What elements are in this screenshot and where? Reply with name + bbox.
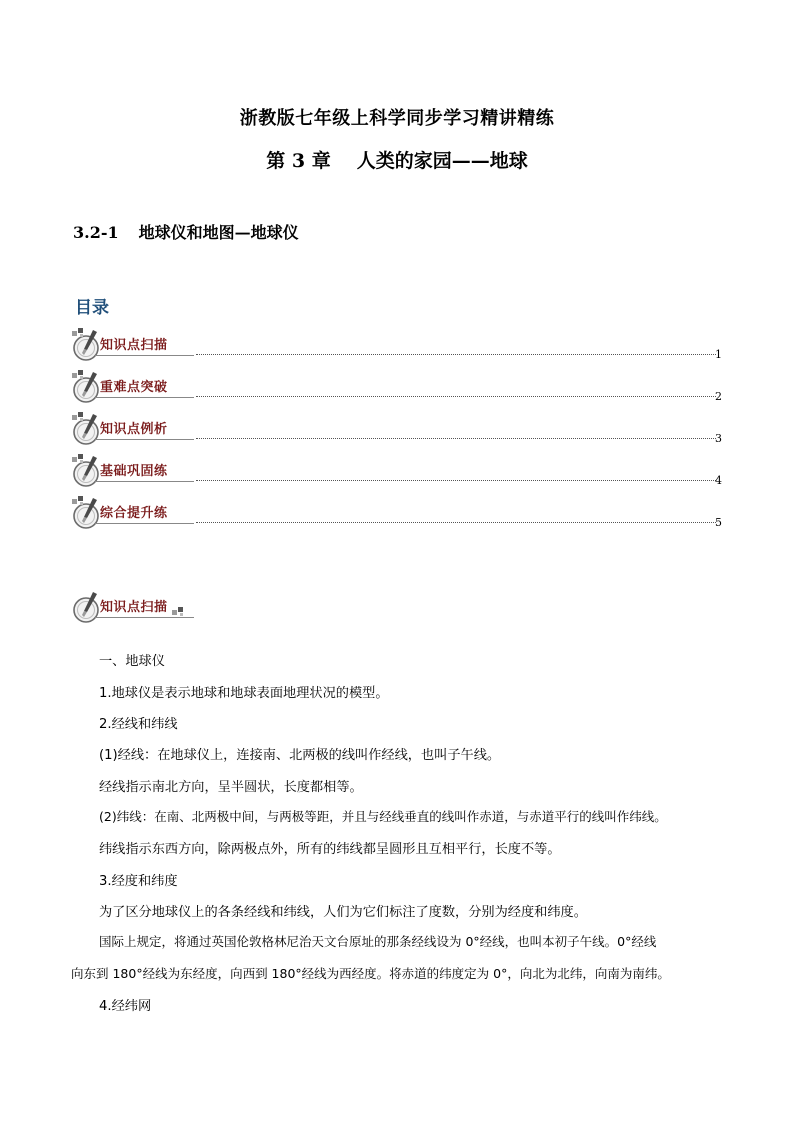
toc-item[interactable] <box>72 454 722 490</box>
badge-underline <box>94 397 194 398</box>
badge-underline <box>94 523 194 524</box>
content-paragraph: (2)纬线：在南、北两极中间，与两极等距，并且与经线垂直的线叫作赤道，与赤道平行的线叫作纬线。 <box>99 809 667 824</box>
badge-label: 知识点扫描 <box>100 338 168 353</box>
toc-leader-dots <box>196 522 716 523</box>
chapter-title <box>0 146 794 173</box>
toc-item-badge <box>72 454 196 488</box>
section-number: 3.2-1 <box>73 223 119 242</box>
content-paragraph: 2.经线和纬线 <box>99 717 178 732</box>
toc-leader-dots <box>196 396 716 397</box>
toc-page-number: 1 <box>715 348 722 361</box>
content-paragraph: 纬线指示东西方向，除两极点外，所有的纬线都呈圆形且互相平行，长度不等。 <box>99 842 561 857</box>
toc-item[interactable] <box>72 328 722 364</box>
toc-item-badge <box>72 328 196 362</box>
section-badge <box>72 590 196 624</box>
toc-item[interactable] <box>72 370 722 406</box>
toc-page-number: 4 <box>715 474 722 487</box>
content-paragraph: 一、地球仪 <box>99 654 165 669</box>
section-name: 地球仪和地图—地球仪 <box>138 223 299 242</box>
badge-underline <box>94 439 194 440</box>
content-paragraph: (1)经线：在地球仪上，连接南、北两极的线叫作经线，也叫子午线。 <box>99 748 501 763</box>
toc-page-number: 5 <box>715 516 722 529</box>
toc-leader-dots <box>196 354 716 355</box>
toc-leader-dots <box>196 438 716 439</box>
badge-label: 知识点扫描 <box>100 600 168 615</box>
content-paragraph: 为了区分地球仪上的各条经线和纬线，人们为它们标注了度数，分别为经度和纬度。 <box>99 905 587 920</box>
decor-squares-icon <box>72 412 86 422</box>
badge-label: 知识点例析 <box>100 422 168 437</box>
decor-squares-icon <box>72 370 86 380</box>
content-paragraph: 1.地球仪是表示地球和地球表面地理状况的模型。 <box>99 686 389 701</box>
badge-label: 基础巩固练 <box>100 464 168 479</box>
brush-icon <box>72 590 102 624</box>
content-paragraph: 向东到 180°经线为东经度，向西到 180°经线为西经度。将赤道的纬度定为 0°，向北为北纬，向南为南纬。 <box>71 966 670 981</box>
toc-item[interactable] <box>72 496 722 532</box>
toc-heading: 目录 <box>75 298 109 318</box>
chapter-name: 人类的家园——地球 <box>356 150 528 172</box>
toc-page-number: 2 <box>715 390 722 403</box>
decor-squares-icon <box>72 454 86 464</box>
content-paragraph: 3.经度和纬度 <box>99 874 178 889</box>
badge-label: 综合提升练 <box>100 506 168 521</box>
decor-squares-icon <box>72 328 86 338</box>
badge-underline <box>94 355 194 356</box>
toc-page-number: 3 <box>715 432 722 445</box>
content-paragraph: 4.经纬网 <box>99 999 152 1014</box>
badge-underline <box>94 481 194 482</box>
toc-item-badge <box>72 370 196 404</box>
toc-leader-dots <box>196 480 716 481</box>
toc-item-badge <box>72 412 196 446</box>
badge-underline <box>94 617 194 618</box>
decor-squares-icon <box>172 607 186 617</box>
toc-item-badge <box>72 496 196 530</box>
toc-item[interactable] <box>72 412 722 448</box>
decor-squares-icon <box>72 496 86 506</box>
content-paragraph: 国际上规定，将通过英国伦敦格林尼治天文台原址的那条经线设为 0°经线，也叫本初子午线。0°经线 <box>99 934 657 949</box>
chapter-number: 第 3 章 <box>266 150 331 172</box>
section-title <box>73 220 299 243</box>
main-title: 浙教版七年级上科学同步学习精讲精练 <box>239 108 555 129</box>
badge-label: 重难点突破 <box>100 380 168 395</box>
content-paragraph: 经线指示南北方向，呈半圆状，长度都相等。 <box>99 780 363 795</box>
